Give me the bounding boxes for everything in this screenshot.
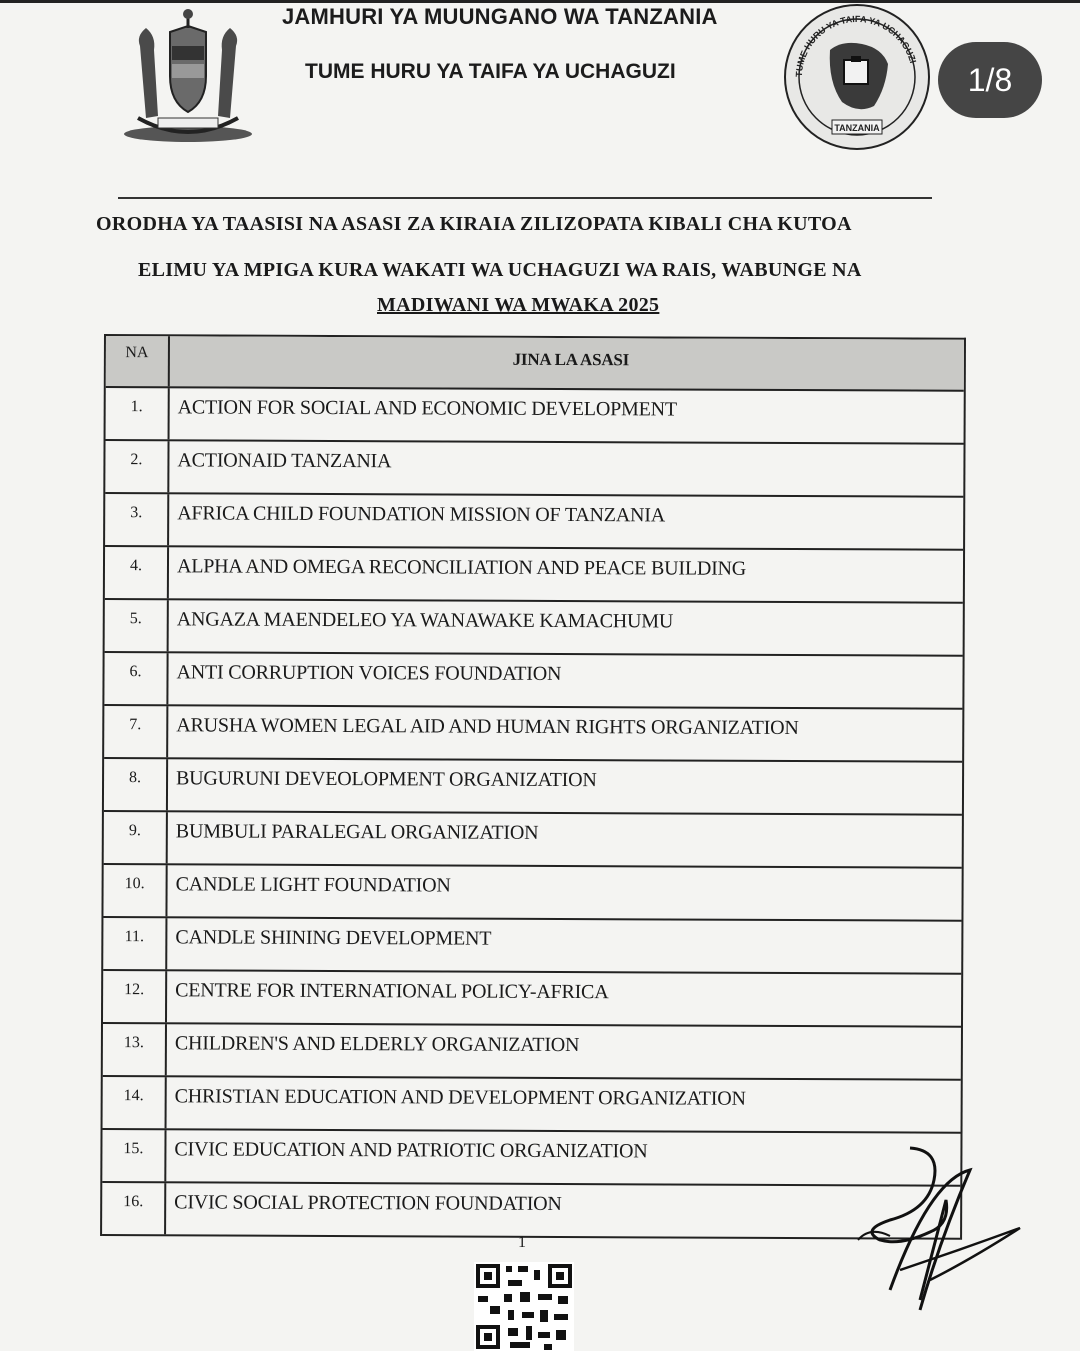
table-row [103,1024,961,1081]
row-number: 1. [106,388,170,439]
row-name: ANGAZA MAENDELEO YA WANAWAKE KAMACHUMU [176,608,674,633]
row-number: 10. [103,865,167,916]
table-row [105,494,963,551]
header-rule [118,197,932,199]
row-number: 8. [104,759,168,810]
table-row [106,388,964,445]
row-name: ANTI CORRUPTION VOICES FOUNDATION [176,661,562,685]
row-number: 14. [103,1077,167,1128]
row-name: CIVIC EDUCATION AND PATRIOTIC ORGANIZATION [174,1138,648,1163]
row-number: 12. [103,971,167,1022]
row-number: 3. [105,494,169,545]
document-title-line1: ORODHA YA TAASISI NA ASASI ZA KIRAIA ZILIZOPATA KIBALI CHA KUTOA [96,213,852,235]
table-row [104,812,962,869]
commission-seal-icon [782,2,932,152]
row-name: AFRICA CHILD FOUNDATION MISSION OF TANZANIA [177,502,666,527]
row-number: 6. [104,653,168,704]
row-number: 16. [102,1183,166,1234]
table-header-row [106,336,964,392]
row-name: ACTIONAID TANZANIA [177,449,392,473]
row-number: 13. [103,1024,167,1075]
table-row [103,1077,961,1134]
table-row [103,971,961,1028]
row-name: CIVIC SOCIAL PROTECTION FOUNDATION [174,1191,562,1216]
header-country: JAMHURI YA MUUNGANO WA TANZANIA [282,4,718,29]
row-number: 4. [105,547,169,598]
row-name: CANDLE LIGHT FOUNDATION [175,873,451,897]
table-row [102,1130,960,1187]
document-title-line2: ELIMU YA MPIGA KURA WAKATI WA UCHAGUZI WA RAIS, WABUNGE NA [138,259,862,281]
row-name: CHILDREN'S AND ELDERLY ORGANIZATION [174,1032,580,1057]
row-number: 11. [103,918,167,969]
row-name: ALPHA AND OMEGA RECONCILIATION AND PEACE BUILDING [176,555,747,580]
table-row [102,1183,960,1240]
table-row [104,759,962,816]
table-row [104,706,962,763]
qr-code-icon [474,1262,574,1351]
table-row [104,653,962,710]
row-name: BUGURUNI DEVEOLOPMENT ORGANIZATION [176,767,597,792]
row-number: 15. [102,1130,166,1181]
page-indicator: 1/8 [938,42,1042,118]
organizations-table [100,334,966,1240]
row-number: 2. [105,441,169,492]
seal-country: TANZANIA [834,123,880,133]
table-row [105,441,963,498]
row-name: CHRISTIAN EDUCATION AND DEVELOPMENT ORGANIZATION [174,1085,746,1110]
row-name: CANDLE SHINING DEVELOPMENT [175,926,492,950]
document-title-line3: MADIWANI WA MWAKA 2025 [377,294,660,316]
table-row [103,918,961,975]
row-number: 7. [104,706,168,757]
table-row [105,547,963,604]
coat-of-arms-icon [118,6,258,146]
row-name: BUMBULI PARALEGAL ORGANIZATION [175,820,539,844]
header-na: NA [106,336,170,386]
table-row [105,600,963,657]
row-number: 5. [105,600,169,651]
row-number: 9. [104,812,168,863]
header-name: JINA LA ASASI [512,349,630,370]
signature-icon [850,1140,1030,1320]
page-number: 1 [518,1234,526,1251]
row-name: CENTRE FOR INTERNATIONAL POLICY-AFRICA [175,979,609,1004]
header-commission: TUME HURU YA TAIFA YA UCHAGUZI [305,60,676,83]
row-name: ACTION FOR SOCIAL AND ECONOMIC DEVELOPMENT [177,396,677,421]
seal-text: TUME HURU YA TAIFA YA UCHAGUZI [793,14,919,78]
row-name: ARUSHA WOMEN LEGAL AID AND HUMAN RIGHTS ORGANIZATION [176,714,799,740]
table-row [103,865,961,922]
